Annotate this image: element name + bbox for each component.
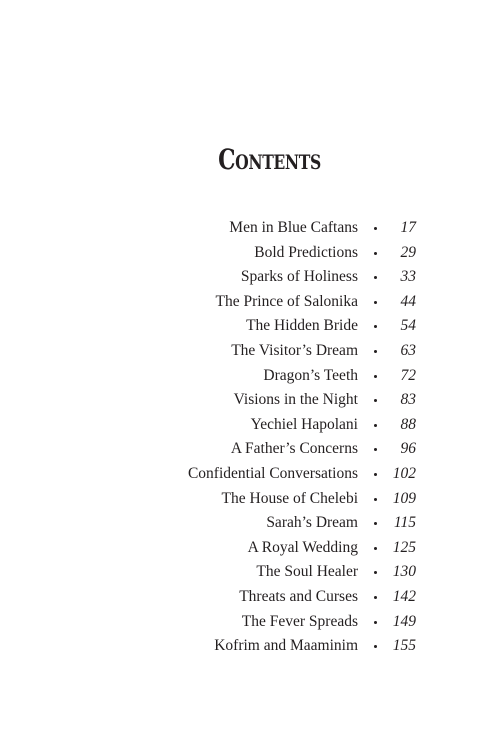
toc-entry-title: A Royal Wedding — [247, 538, 358, 556]
toc-entry-page-number: 96 — [400, 440, 416, 458]
toc-entry-title: A Father’s Concerns — [230, 440, 358, 458]
toc-entry-title: Men in Blue Caftans — [229, 219, 358, 236]
toc-leader-dot — [374, 522, 377, 525]
toc-entry-page-number: 109 — [392, 489, 416, 507]
toc-entry-title: Kofrim and Maaminim — [214, 637, 358, 655]
toc-leader-dot — [374, 448, 377, 451]
toc-entry — [0, 218, 500, 243]
toc-entry-title: Bold Predictions — [254, 243, 358, 261]
toc-entry-title: Visions in the Night — [233, 391, 358, 409]
table-of-contents — [0, 218, 500, 661]
toc-entry — [0, 489, 500, 514]
toc-entry-title: Yechiel Hapolani — [250, 415, 358, 433]
toc-entry — [0, 538, 500, 563]
toc-entry-title: The Visitor’s Dream — [231, 341, 358, 359]
toc-entry-page-number: 17 — [400, 219, 416, 236]
toc-entry-page-number: 29 — [400, 243, 416, 261]
toc-leader-dot — [374, 301, 377, 304]
toc-leader-dot — [374, 350, 377, 353]
toc-entry — [0, 636, 500, 661]
toc-entry — [0, 341, 500, 366]
toc-entry-page-number: 44 — [400, 292, 416, 310]
toc-entry-page-number: 102 — [392, 464, 416, 482]
toc-entry — [0, 316, 500, 341]
toc-entry-title: The Fever Spreads — [241, 612, 358, 630]
toc-entry-title: Confidential Conversations — [187, 464, 358, 482]
toc-leader-dot — [374, 276, 377, 279]
toc-entry — [0, 243, 500, 268]
toc-entry — [0, 267, 500, 292]
toc-leader-dot — [374, 424, 377, 427]
toc-leader-dot — [374, 325, 377, 328]
toc-leader-dot — [374, 547, 377, 550]
toc-entry-title: Dragon’s Teeth — [263, 366, 358, 384]
toc-entry-page-number: 83 — [400, 391, 416, 409]
toc-entry-page-number: 54 — [400, 317, 416, 335]
toc-entry — [0, 464, 500, 489]
toc-entry — [0, 292, 500, 317]
toc-entry — [0, 439, 500, 464]
toc-leader-dot — [374, 252, 377, 255]
toc-entry-title: Sarah’s Dream — [266, 514, 358, 532]
toc-entry-title: Threats and Curses — [239, 587, 358, 605]
toc-entry-page-number: 155 — [392, 637, 416, 655]
toc-entry-title: The Hidden Bride — [246, 317, 358, 335]
toc-leader-dot — [374, 571, 377, 574]
toc-leader-dot — [374, 621, 377, 624]
toc-entry-page-number: 130 — [392, 563, 416, 581]
contents-heading: Contents — [218, 143, 321, 176]
toc-entry-page-number: 142 — [392, 587, 416, 605]
toc-entry — [0, 587, 500, 612]
toc-entry-page-number: 88 — [400, 415, 416, 433]
toc-entry — [0, 612, 500, 637]
toc-leader-dot — [374, 498, 377, 501]
toc-entry-title: The House of Chelebi — [221, 489, 358, 507]
toc-entry — [0, 390, 500, 415]
toc-entry — [0, 415, 500, 440]
toc-entry-title: Sparks of Holiness — [240, 268, 358, 286]
toc-entry-page-number: 149 — [392, 612, 416, 630]
toc-entry-title: The Soul Healer — [256, 563, 358, 581]
toc-leader-dot — [374, 375, 377, 378]
toc-entry-title: The Prince of Salonika — [215, 292, 358, 310]
toc-entry — [0, 562, 500, 587]
toc-leader-dot — [374, 596, 377, 599]
toc-leader-dot — [374, 227, 377, 230]
toc-entry — [0, 366, 500, 391]
toc-entry-page-number: 115 — [393, 514, 416, 532]
toc-leader-dot — [374, 645, 377, 648]
toc-entry-page-number: 33 — [400, 268, 416, 286]
toc-leader-dot — [374, 473, 377, 476]
toc-entry-page-number: 125 — [392, 538, 416, 556]
toc-leader-dot — [374, 399, 377, 402]
toc-entry — [0, 513, 500, 538]
toc-entry-page-number: 63 — [400, 341, 416, 359]
toc-entry-page-number: 72 — [400, 366, 416, 384]
